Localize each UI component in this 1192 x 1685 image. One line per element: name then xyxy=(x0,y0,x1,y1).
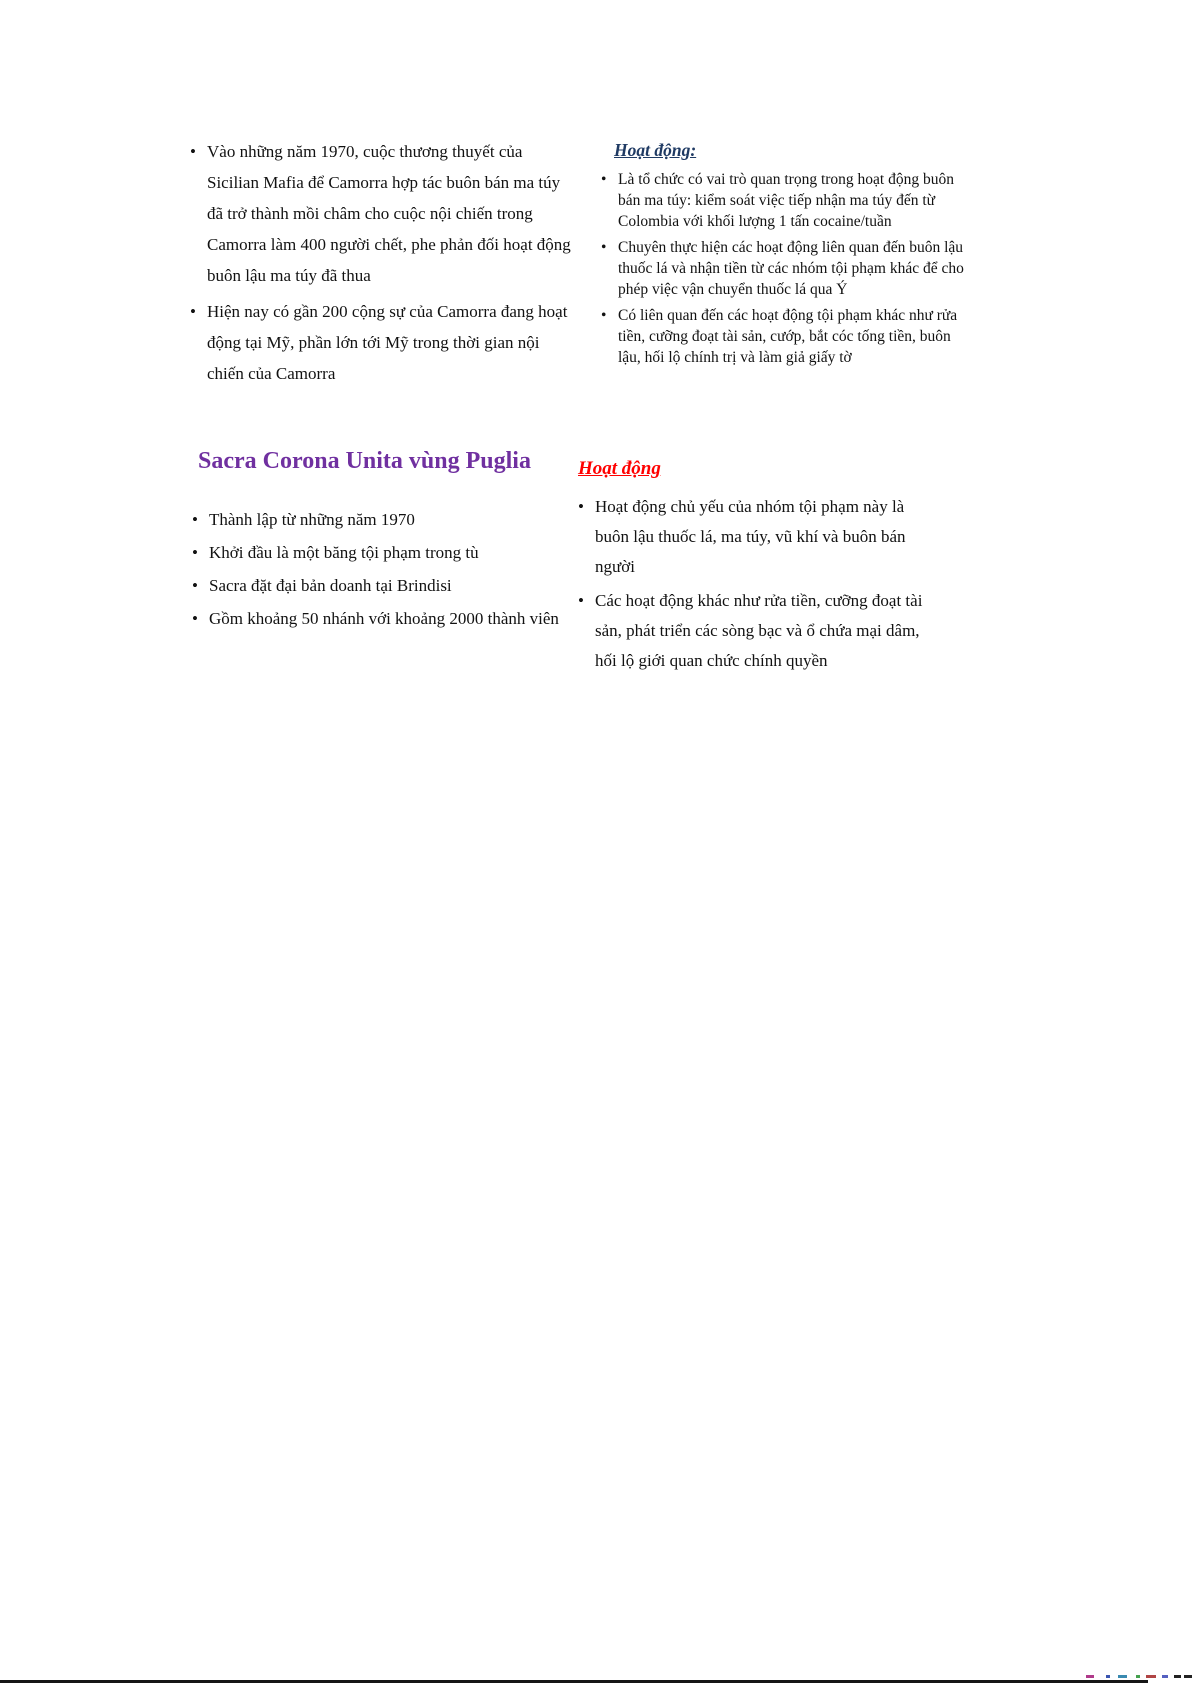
list-item: • Hiện nay có gần 200 cộng sự của Camorra đang hoạt động tại Mỹ, phần lớn tới Mỹ trong thời gian nội chiến của Camorra xyxy=(190,296,572,389)
sacra-corona-column xyxy=(152,448,577,641)
camorra-notes-column xyxy=(190,136,572,394)
sacra-corona-title: Sacra Corona Unita vùng Puglia xyxy=(198,448,531,474)
list-item: • Vào những năm 1970, cuộc thương thuyết của Sicilian Mafia để Camorra hợp tác buôn bán ma túy đã trở thành mồi châm cho cuộc nội chiến trong Camorra làm 400 người chết, phe phản đối hoạt động buôn lậu ma túy đã thua xyxy=(190,136,572,291)
list-item: • Sacra đặt đại bản doanh tại Brindisi xyxy=(192,575,577,597)
list-item: • Các hoạt động khác như rửa tiền, cưỡng đoạt tài sản, phát triển các sòng bạc và ổ chứa mại dâm, hối lộ giới quan chức chính quyền xyxy=(578,586,930,676)
camorra-activities-heading: Hoạt động: xyxy=(614,140,697,160)
list-item: • Là tổ chức có vai trò quan trọng trong hoạt động buôn bán ma túy: kiểm soát việc tiếp nhận ma túy đến từ Colombia với khối lượng 1 tấn cocaine/tuần xyxy=(601,169,973,232)
camorra-activities-column xyxy=(601,140,973,373)
bottom-edge-artifacts xyxy=(1086,1674,1192,1684)
sacra-activities-list xyxy=(578,492,930,676)
list-item: • Chuyên thực hiện các hoạt động liên quan đến buôn lậu thuốc lá và nhận tiền từ các nhóm tội phạm khác để cho phép việc vận chuyển thuốc lá qua Ý xyxy=(601,237,973,300)
list-item: • Khởi đầu là một băng tội phạm trong tù xyxy=(192,542,577,564)
camorra-notes-list xyxy=(190,136,572,389)
camorra-activities-list xyxy=(601,169,973,368)
list-item: • Gồm khoảng 50 nhánh với khoảng 2000 thành viên xyxy=(192,608,577,630)
sacra-corona-facts-list xyxy=(192,509,577,630)
list-item: • Thành lập từ những năm 1970 xyxy=(192,509,577,531)
list-item: • Có liên quan đến các hoạt động tội phạm khác như rửa tiền, cưỡng đoạt tài sản, cướp, bắt cóc tống tiền, buôn lậu, hối lộ chính trị và làm giả giấy tờ xyxy=(601,305,973,368)
list-item: • Hoạt động chủ yếu của nhóm tội phạm này là buôn lậu thuốc lá, ma túy, vũ khí và buôn bán người xyxy=(578,492,930,582)
page-bottom-bar xyxy=(0,1680,1148,1683)
sacra-activities-column xyxy=(578,458,930,680)
sacra-activities-heading: Hoạt động xyxy=(578,458,661,479)
